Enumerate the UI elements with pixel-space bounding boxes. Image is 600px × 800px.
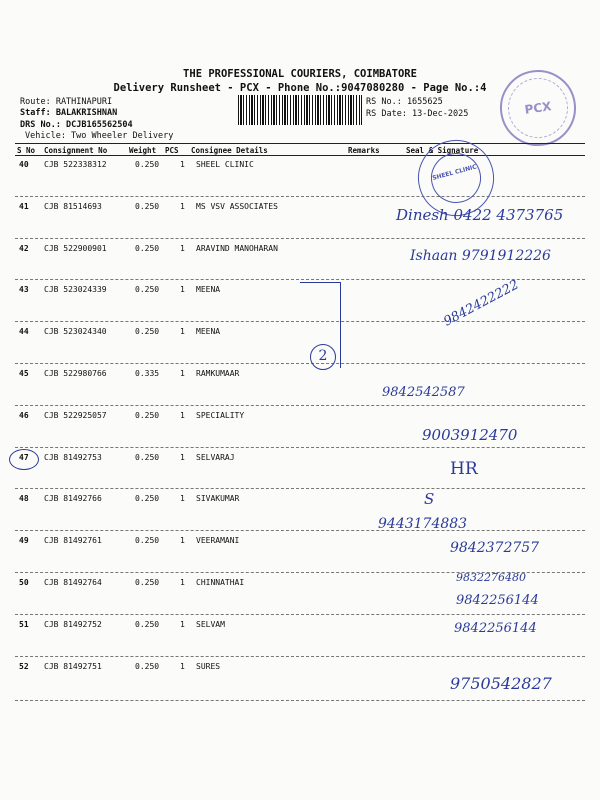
barcode <box>238 95 362 125</box>
row-sno: 40 <box>19 160 29 169</box>
handwriting-r42: Ishaan 9791912226 <box>410 248 551 264</box>
col-consignment: Consignment No <box>44 146 108 155</box>
staff-label: Staff: BALAKRISHNAN <box>20 108 118 118</box>
row-consignment-no: CJB 523024340 <box>44 327 107 336</box>
row-divider <box>15 279 585 280</box>
row-pcs: 1 <box>180 453 185 462</box>
row-consignee-name: MEENA <box>196 285 221 294</box>
row-weight: 0.250 <box>135 160 160 169</box>
row-weight: 0.250 <box>135 494 160 503</box>
row-consignment-no: CJB 81492752 <box>44 620 102 629</box>
row-pcs: 1 <box>180 369 185 378</box>
row-consignment-no: CJB 81492766 <box>44 494 102 503</box>
row-consignee-name: SPECIALITY <box>196 411 245 420</box>
row-pcs: 1 <box>180 160 185 169</box>
row-consignee-name: SHEEL CLINIC <box>196 160 254 169</box>
rs-date-label: RS Date: 13-Dec-2025 <box>366 109 469 119</box>
row-weight: 0.250 <box>135 244 160 253</box>
row-47-circle-mark <box>9 449 39 470</box>
row-sno: 47 <box>19 453 29 462</box>
row-weight: 0.250 <box>135 202 160 211</box>
row-consignee-name: ARAVIND MANOHARAN <box>196 244 278 253</box>
row-consignment-no: CJB 81492761 <box>44 536 102 545</box>
row-sno: 50 <box>19 578 29 587</box>
row-weight: 0.250 <box>135 327 160 336</box>
row-pcs: 1 <box>180 411 185 420</box>
col-pcs: PCS <box>165 146 179 155</box>
row-consignee-name: MS VSV ASSOCIATES <box>196 202 278 211</box>
row-pcs: 1 <box>180 536 185 545</box>
row-sno: 44 <box>19 327 29 336</box>
row-sno: 46 <box>19 411 29 420</box>
company-title: THE PROFESSIONAL COURIERS, COIMBATORE <box>183 68 417 80</box>
row-consignment-no: CJB 522980766 <box>44 369 107 378</box>
col-consignee: Consignee Details <box>191 146 268 155</box>
row-pcs: 1 <box>180 202 185 211</box>
row-sno: 41 <box>19 202 29 211</box>
header-rule-bottom <box>15 155 585 156</box>
row-consignment-no: CJB 81492764 <box>44 578 102 587</box>
row-divider <box>15 488 585 489</box>
col-seal: Seal & Signature <box>406 146 479 155</box>
col-weight: Weight <box>129 146 157 155</box>
row-consignment-no: CJB 522338312 <box>44 160 107 169</box>
row-divider <box>15 447 585 448</box>
row-consignee-name: CHINNATHAI <box>196 578 245 587</box>
row-pcs: 1 <box>180 494 185 503</box>
handwriting-r43: 9842422222 <box>441 277 522 330</box>
row-consignment-no: CJB 522925057 <box>44 411 107 420</box>
row-consignee-name: RAMKUMAAR <box>196 369 240 378</box>
clinic-seal-stamp: SHEEL CLINIC <box>409 131 502 224</box>
row-consignee-name: SURES <box>196 662 221 671</box>
header-rule-top <box>15 143 585 144</box>
row-weight: 0.250 <box>135 620 160 629</box>
handwriting-r50: 9832276480 <box>456 571 526 584</box>
handwriting-r45: 9842542587 <box>382 385 465 400</box>
rs-no-label: RS No.: 1655625 <box>366 97 443 107</box>
col-remarks: Remarks <box>348 146 380 155</box>
row-pcs: 1 <box>180 620 185 629</box>
handwriting-r52: 9750542827 <box>450 674 552 693</box>
row-pcs: 1 <box>180 244 185 253</box>
row-divider <box>15 656 585 657</box>
row-pcs: 1 <box>180 578 185 587</box>
pcx-stamp: PCX <box>495 65 581 151</box>
row-consignment-no: CJB 81514693 <box>44 202 102 211</box>
row-divider <box>15 405 585 406</box>
handwriting-r41: Dinesh 0422 4373765 <box>396 206 564 224</box>
handwriting-r51: 9842256144 <box>456 593 539 608</box>
row-consignee-name: SELVAM <box>196 620 225 629</box>
row-sno: 48 <box>19 494 29 503</box>
row-sno: 45 <box>19 369 29 378</box>
row-sno: 42 <box>19 244 29 253</box>
runsheet-subtitle: Delivery Runsheet - PCX - Phone No.:9047080280 - Page No.:4 <box>113 82 487 94</box>
row-weight: 0.250 <box>135 285 160 294</box>
handwriting-r44: 2 <box>310 344 336 370</box>
vehicle-label: Vehicle: Two Wheeler Delivery <box>25 131 174 141</box>
row-sno: 43 <box>19 285 29 294</box>
row-consignee-name: VEERAMANI <box>196 536 240 545</box>
row-consignment-no: CJB 522900901 <box>44 244 107 253</box>
row-pcs: 1 <box>180 285 185 294</box>
row-pcs: 1 <box>180 662 185 671</box>
row-weight: 0.250 <box>135 662 160 671</box>
row-consignee-name: SIVAKUMAR <box>196 494 240 503</box>
row-divider <box>15 530 585 531</box>
row-consignment-no: CJB 81492753 <box>44 453 102 462</box>
row-consignment-no: CJB 523024339 <box>44 285 107 294</box>
handwriting-r49: 9842372757 <box>450 540 540 556</box>
row-consignee-name: SELVARAJ <box>196 453 235 462</box>
handwriting-r47: HR <box>450 459 478 479</box>
handwriting-r51b: 9842256144 <box>454 621 537 636</box>
row-weight: 0.335 <box>135 369 160 378</box>
route-label: Route: RATHINAPURI <box>20 97 113 107</box>
row-sno: 49 <box>19 536 29 545</box>
row-sno: 52 <box>19 662 29 671</box>
row-consignee-name: MEENA <box>196 327 221 336</box>
row-weight: 0.250 <box>135 536 160 545</box>
col-sno: S No <box>17 146 36 155</box>
handwriting-r46: 9003912470 <box>422 426 518 444</box>
row-divider <box>15 196 585 197</box>
handwriting-r48a: S <box>424 490 435 508</box>
drs-label: DRS No.: DCJB165562504 <box>20 120 133 130</box>
row-pcs: 1 <box>180 327 185 336</box>
row-sno: 51 <box>19 620 29 629</box>
row-weight: 0.250 <box>135 411 160 420</box>
footer-rule <box>15 700 585 701</box>
row-divider <box>15 614 585 615</box>
row-weight: 0.250 <box>135 453 160 462</box>
row-divider <box>15 238 585 239</box>
row-consignment-no: CJB 81492751 <box>44 662 102 671</box>
handwriting-r48b: 9443174883 <box>378 516 468 532</box>
row-weight: 0.250 <box>135 578 160 587</box>
